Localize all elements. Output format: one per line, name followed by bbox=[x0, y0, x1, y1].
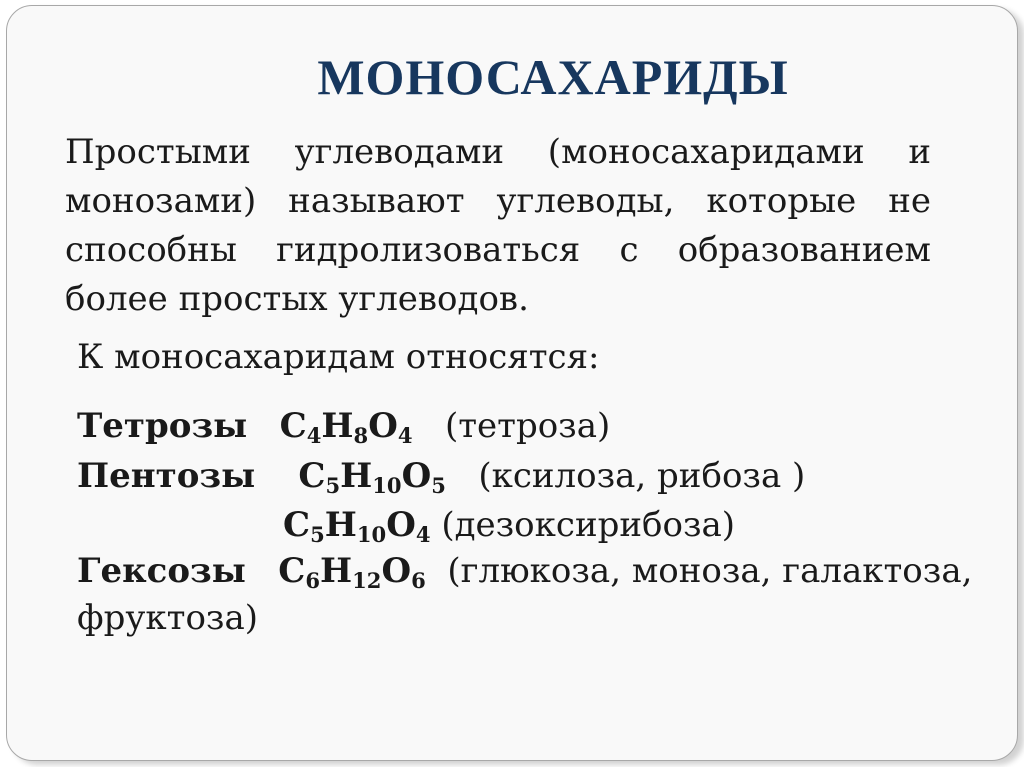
chemical-formula bbox=[298, 456, 446, 496]
definition-paragraph: Простыми углеводами (моносахаридами и монозами) называют углеводы, которые не способны гидролизоваться с образованием более простых углеводов. bbox=[65, 132, 931, 319]
formula-subscript: 4 bbox=[306, 422, 322, 448]
slide-frame bbox=[6, 5, 1018, 761]
row-deoxypentose bbox=[283, 503, 735, 547]
group-name: Гексозы bbox=[77, 551, 246, 591]
examples-text: (дезоксирибоза) bbox=[441, 505, 736, 545]
examples-text: (глюкоза, моноза, галактоза, bbox=[447, 551, 973, 591]
formula-subscript: 6 bbox=[411, 567, 426, 593]
formula-subscript: 8 bbox=[353, 422, 369, 448]
formula-element: C bbox=[283, 505, 311, 545]
formula-element: H bbox=[340, 456, 373, 496]
examples-continuation: фруктоза) bbox=[77, 598, 258, 638]
formula-subscript: 5 bbox=[325, 472, 341, 498]
group-name: Пентозы bbox=[77, 456, 256, 496]
formula-element: H bbox=[321, 406, 354, 446]
list-intro: К моносахаридам относятся: bbox=[77, 337, 600, 377]
formula-subscript: 4 bbox=[397, 422, 413, 448]
row-tetroses bbox=[77, 404, 610, 448]
examples-text: (ксилоза, рибоза ) bbox=[478, 456, 806, 496]
row-pentoses bbox=[77, 454, 805, 498]
formula-element: O bbox=[381, 551, 412, 591]
formula-subscript: 5 bbox=[431, 472, 446, 498]
formula-element: O bbox=[401, 456, 432, 496]
formula-subscript: 10 bbox=[372, 472, 402, 498]
formula-element: H bbox=[320, 551, 353, 591]
formula-element: C bbox=[298, 456, 326, 496]
formula-element: C bbox=[278, 551, 306, 591]
row-hexoses bbox=[77, 549, 972, 593]
examples-text: (тетроза) bbox=[444, 406, 611, 446]
formula-subscript: 12 bbox=[352, 567, 382, 593]
formula-subscript: 10 bbox=[356, 521, 387, 547]
formula-subscript: 5 bbox=[310, 521, 325, 547]
chemical-formula bbox=[280, 406, 413, 446]
chemical-formula bbox=[283, 505, 431, 545]
slide-title: МОНОСАХАРИДЫ bbox=[317, 49, 789, 105]
chemical-formula bbox=[278, 551, 426, 591]
formula-element: O bbox=[368, 406, 398, 446]
formula-subscript: 6 bbox=[305, 567, 320, 593]
formula-subscript: 4 bbox=[415, 521, 431, 547]
formula-element: C bbox=[279, 406, 307, 446]
formula-element: O bbox=[386, 505, 416, 545]
group-name: Тетрозы bbox=[77, 406, 248, 446]
formula-element: H bbox=[324, 505, 357, 545]
